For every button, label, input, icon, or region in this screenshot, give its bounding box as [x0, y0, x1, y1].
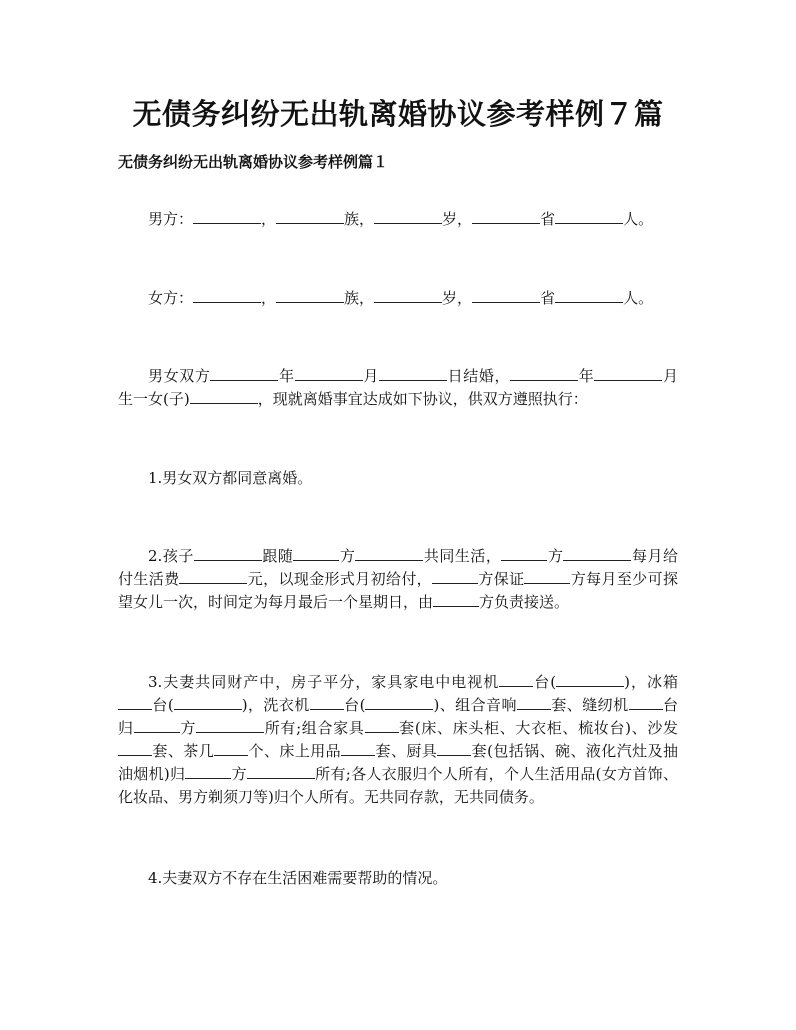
text: 套(包括锅、碗、液化汽灶及抽油烟机)归 — [118, 742, 678, 783]
blank-field[interactable] — [374, 287, 442, 303]
blank-field[interactable] — [276, 287, 344, 303]
blank-field[interactable] — [355, 545, 423, 561]
clause-4: 4.夫妻双方不存在生活困难需要帮助的情况。 — [148, 869, 448, 887]
blank-field[interactable] — [295, 365, 363, 381]
female-info-paragraph — [118, 287, 678, 310]
text: 岁， — [442, 210, 473, 228]
text: 月 — [362, 367, 379, 385]
text: ，现就离婚事宜达成如下协议，供双方遵照执行： — [257, 390, 588, 408]
text: 女方： — [148, 289, 194, 307]
text: 省 — [540, 289, 556, 307]
text: 所有;各人衣服归个人所有，个人生活用品(女方首饰、化妆品、男方剃须刀等)归个人所有。无共同存款，无共同债务。 — [118, 765, 678, 806]
blank-field[interactable] — [310, 694, 344, 710]
text: 套、厨具 — [375, 742, 438, 760]
text: 套(床、床头柜、大衣柜、梳妆台)、沙发 — [398, 719, 678, 737]
marriage-paragraph — [118, 365, 678, 411]
blank-field[interactable] — [517, 694, 551, 710]
text: 台( — [343, 696, 366, 714]
blank-field[interactable] — [365, 717, 399, 733]
page-title: 无债务纠纷无出轨离婚协议参考样例７篇 — [132, 97, 664, 131]
blank-field[interactable] — [193, 287, 261, 303]
blank-field[interactable] — [594, 365, 662, 381]
blank-field[interactable] — [185, 763, 231, 779]
text: 台( — [533, 673, 557, 691]
text: )，洗衣机 — [241, 696, 310, 714]
text: 年 — [278, 367, 295, 385]
clause-1: 1.男女双方都同意离婚。 — [148, 469, 313, 487]
text: 男方： — [148, 210, 194, 228]
blank-field[interactable] — [118, 694, 152, 710]
text: 人。 — [623, 210, 654, 228]
text: 人。 — [623, 289, 654, 307]
blank-field[interactable] — [293, 545, 339, 561]
text: 方 — [179, 719, 197, 737]
text: ， — [261, 210, 277, 228]
text: 每月给付生活费 — [118, 547, 678, 588]
text: 族， — [344, 210, 375, 228]
blank-field[interactable] — [194, 545, 262, 561]
text: 元，以现金形式月初给付， — [247, 570, 433, 588]
text: 个、床上用品 — [248, 742, 342, 760]
blank-field[interactable] — [556, 671, 624, 687]
text: 方 — [547, 547, 564, 565]
text: 套、缝纫机 — [550, 696, 629, 714]
text: )，冰箱 — [624, 673, 678, 691]
text: 男女双方 — [148, 367, 211, 385]
text: 月生一女(子) — [118, 367, 678, 408]
text: 方 — [339, 547, 356, 565]
text: 2.孩子 — [148, 547, 194, 565]
blank-field[interactable] — [193, 208, 261, 224]
blank-field[interactable] — [374, 208, 442, 224]
blank-field[interactable] — [179, 568, 247, 584]
text: 年 — [578, 367, 595, 385]
blank-field[interactable] — [118, 740, 152, 756]
text: 方负责接送。 — [479, 593, 570, 611]
text: 岁， — [442, 289, 473, 307]
blank-field[interactable] — [247, 763, 315, 779]
blank-field[interactable] — [524, 568, 570, 584]
blank-field[interactable] — [472, 287, 540, 303]
blank-field[interactable] — [433, 591, 479, 607]
text: 跟随 — [261, 547, 294, 565]
text: 台( — [152, 696, 174, 714]
text: 方保证 — [478, 570, 525, 588]
text: 套、茶几 — [152, 742, 215, 760]
text: 台归 — [118, 696, 678, 737]
blank-field[interactable] — [276, 208, 344, 224]
blank-field[interactable] — [629, 694, 663, 710]
blank-field[interactable] — [555, 287, 623, 303]
blank-field[interactable] — [134, 717, 180, 733]
blank-field[interactable] — [501, 545, 547, 561]
blank-field[interactable] — [432, 568, 478, 584]
blank-field[interactable] — [214, 740, 248, 756]
blank-field[interactable] — [210, 365, 278, 381]
clause-2 — [118, 545, 678, 614]
text: 所有;组合家具 — [264, 719, 365, 737]
text: 共同生活， — [423, 547, 502, 565]
male-info-paragraph — [118, 208, 678, 231]
text: 方 — [231, 765, 247, 783]
blank-field[interactable] — [379, 365, 447, 381]
text: 省 — [540, 210, 556, 228]
blank-field[interactable] — [555, 208, 623, 224]
blank-field[interactable] — [196, 717, 264, 733]
blank-field[interactable] — [365, 694, 433, 710]
blank-field[interactable] — [437, 740, 471, 756]
blank-field[interactable] — [341, 740, 375, 756]
blank-field[interactable] — [510, 365, 578, 381]
blank-field[interactable] — [190, 388, 258, 404]
clause-3 — [118, 671, 678, 809]
text: )、组合音响 — [433, 696, 517, 714]
section-heading: 无债务纠纷无出轨离婚协议参考样例篇１ — [118, 153, 389, 171]
text: 3.夫妻共同财产中，房子平分，家具家电中电视机 — [148, 673, 500, 691]
text: ， — [261, 289, 277, 307]
blank-field[interactable] — [563, 545, 631, 561]
blank-field[interactable] — [472, 208, 540, 224]
blank-field[interactable] — [499, 671, 533, 687]
blank-field[interactable] — [174, 694, 242, 710]
text: 方每月至少可探望女儿一次，时间定为每月最后一个星期日，由 — [118, 570, 678, 611]
text: 日结婚， — [446, 367, 511, 385]
text: 族， — [344, 289, 375, 307]
